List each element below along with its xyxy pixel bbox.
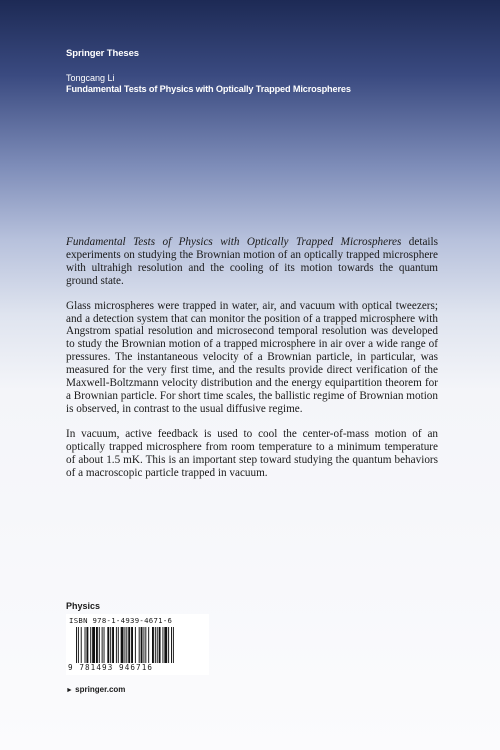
blurb-paragraph-1-text: details experiments on studying the Brownian motion of an optically trapped microsphere with ultrahigh resolution and the cooling of its motion towards the quantum ground state.	[66, 236, 438, 287]
barcode-bar	[116, 627, 117, 663]
barcode-bar	[102, 627, 103, 663]
barcode-bar	[173, 627, 174, 663]
barcode	[66, 614, 209, 675]
cover-footer	[66, 601, 209, 694]
book-title: Fundamental Tests of Physics with Optically Trapped Microspheres	[66, 84, 351, 94]
barcode-digits: 9 781493 946716	[68, 663, 154, 672]
barcode-bar	[168, 627, 169, 663]
blurb-book-title: Fundamental Tests of Physics with Optically Trapped Microspheres	[66, 236, 402, 248]
barcode-bar	[124, 627, 125, 663]
barcode-bar	[157, 627, 158, 663]
publisher-site-label: springer.com	[75, 685, 126, 694]
barcode-bar	[76, 627, 77, 663]
barcode-bar	[141, 627, 143, 663]
barcode-bar	[171, 627, 172, 663]
barcode-bar	[85, 627, 86, 663]
blurb-paragraph-3: In vacuum, active feedback is used to cool the center-of-mass motion of an optically trapped microsphere from room temperature to a minimum temperature of about 1.5 mK. This is an important step toward studying the quantum behaviors of a macroscopic particle trapped in vacuum.	[66, 427, 438, 479]
barcode-bar	[126, 627, 127, 663]
author-name: Tongcang Li	[66, 73, 115, 83]
barcode-bar	[110, 627, 111, 663]
barcode-bar	[152, 627, 154, 663]
barcode-bar	[162, 627, 163, 663]
blurb-paragraph-2: Glass microspheres were trapped in water, air, and vacuum with optical tweezers; and a detection system that can monitor the position of a trapped microsphere with Angstrom spatial resolution and microsecond temporal resolution was developed to study the Brownian motion of a trapped microsphere in air over a wide range of pressures. The instantaneous velocity of a Brownian particle, in particular, was measured for the very first time, and the results provide direct verification of the Maxwell-Boltzmann velocity distribution and the energy equipartition theorem for a Brownian particle. For short time scales, the ballistic regime of Brownian motion is observed, in contrast to the usual diffusive regime.	[66, 299, 438, 415]
isbn-text: ISBN 978-1-4939-4671-6	[69, 616, 173, 625]
barcode-bar	[107, 627, 109, 663]
barcode-bars	[76, 627, 202, 663]
barcode-bar	[145, 627, 146, 663]
barcode-bar	[159, 627, 161, 663]
barcode-bar	[155, 627, 156, 663]
barcode-bar	[118, 627, 119, 663]
barcode-bar	[104, 627, 105, 663]
barcode-bar	[128, 627, 130, 663]
blurb	[66, 236, 438, 491]
barcode-bar	[92, 627, 95, 663]
barcode-bar	[148, 627, 149, 663]
subject-label: Physics	[66, 601, 101, 611]
arrow-icon: ►	[66, 687, 73, 694]
blurb-paragraph-1	[66, 236, 438, 288]
barcode-bar	[135, 627, 136, 663]
barcode-bar	[164, 627, 167, 663]
series-name: Springer Theses	[66, 48, 139, 59]
barcode-bar	[139, 627, 140, 663]
barcode-bar	[143, 627, 144, 663]
barcode-bar	[81, 627, 82, 663]
publisher-site[interactable]	[66, 685, 209, 694]
barcode-bar	[112, 627, 114, 663]
barcode-bar	[99, 627, 100, 663]
barcode-bar	[86, 627, 88, 663]
cover-header	[66, 48, 351, 94]
barcode-bar	[131, 627, 133, 663]
barcode-bar	[90, 627, 91, 663]
barcode-bar	[121, 627, 124, 663]
barcode-bar	[96, 627, 98, 663]
barcode-bar	[78, 627, 79, 663]
